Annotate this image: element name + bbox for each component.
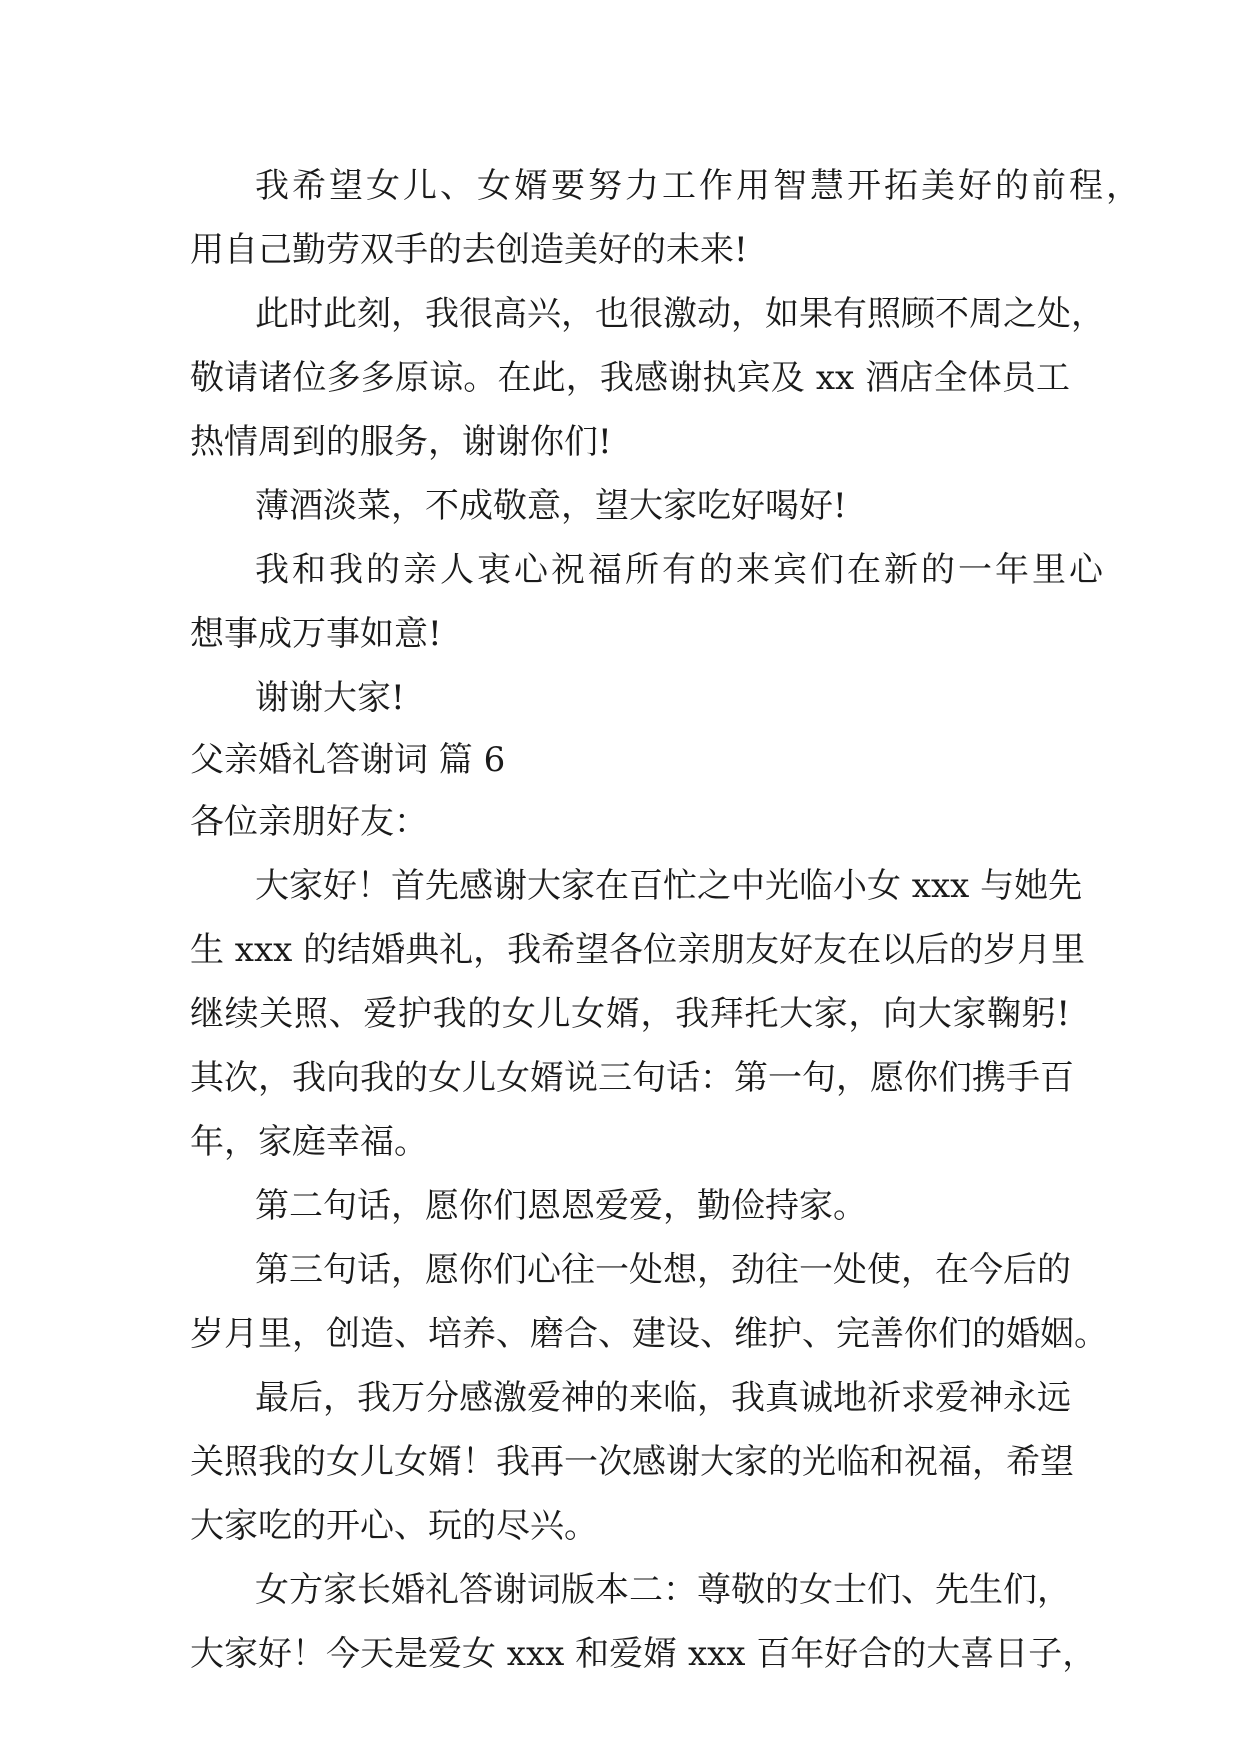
paragraph-line: 想事成万事如意! bbox=[190, 614, 442, 654]
paragraph-line: 第二句话，愿你们恩恩爱爱，勤俭持家。 bbox=[255, 1186, 867, 1226]
paragraph-line: 关照我的女儿女婿！我再一次感谢大家的光临和祝福，希望 bbox=[190, 1442, 1074, 1482]
paragraph-line: 大家好！首先感谢大家在百忙之中光临小女 xxx 与她先 bbox=[255, 866, 1083, 906]
paragraph-line: 大家好！今天是爱女 xxx 和爱婿 xxx 百年好合的大喜日子， bbox=[190, 1634, 1097, 1674]
paragraph-line: 大家吃的开心、玩的尽兴。 bbox=[190, 1506, 598, 1546]
paragraph-line: 岁月里，创造、培养、磨合、建设、维护、完善你们的婚姻。 bbox=[190, 1314, 1108, 1354]
paragraph-line: 继续关照、爱护我的女儿女婿，我拜托大家，向大家鞠躬! bbox=[190, 994, 1070, 1034]
paragraph-line: 敬请诸位多多原谅。在此，我感谢执宾及 xx 酒店全体员工 bbox=[190, 358, 1070, 398]
salutation: 各位亲朋好友： bbox=[190, 802, 428, 842]
paragraph-line: 薄酒淡菜，不成敬意，望大家吃好喝好! bbox=[255, 486, 847, 526]
paragraph-line: 最后，我万分感激爱神的来临，我真诚地祈求爱神永远 bbox=[255, 1378, 1071, 1418]
paragraph-line: 其次，我向我的女儿女婿说三句话：第一句，愿你们携手百 bbox=[190, 1058, 1074, 1098]
paragraph-line: 热情周到的服务，谢谢你们! bbox=[190, 422, 612, 462]
paragraph-line: 谢谢大家! bbox=[255, 678, 405, 718]
paragraph-line: 生 xxx 的结婚典礼，我希望各位亲朋友好友在以后的岁月里 bbox=[190, 930, 1086, 970]
paragraph-line: 我希望女儿、女婿要努力工作用智慧开拓美好的前程， bbox=[255, 166, 1143, 206]
paragraph-line: 年，家庭幸福。 bbox=[190, 1122, 428, 1162]
paragraph-line: 我和我的亲人衷心祝福所有的来宾们在新的一年里心 bbox=[255, 550, 1106, 590]
paragraph-line: 第三句话，愿你们心往一处想，劲往一处使，在今后的 bbox=[255, 1250, 1071, 1290]
paragraph-line: 女方家长婚礼答谢词版本二：尊敬的女士们、先生们， bbox=[255, 1570, 1071, 1610]
paragraph-line: 用自己勤劳双手的去创造美好的未来! bbox=[190, 230, 748, 270]
paragraph-line: 此时此刻，我很高兴，也很激动，如果有照顾不周之处， bbox=[255, 294, 1105, 334]
section-heading: 父亲婚礼答谢词 篇 6 bbox=[190, 740, 506, 780]
